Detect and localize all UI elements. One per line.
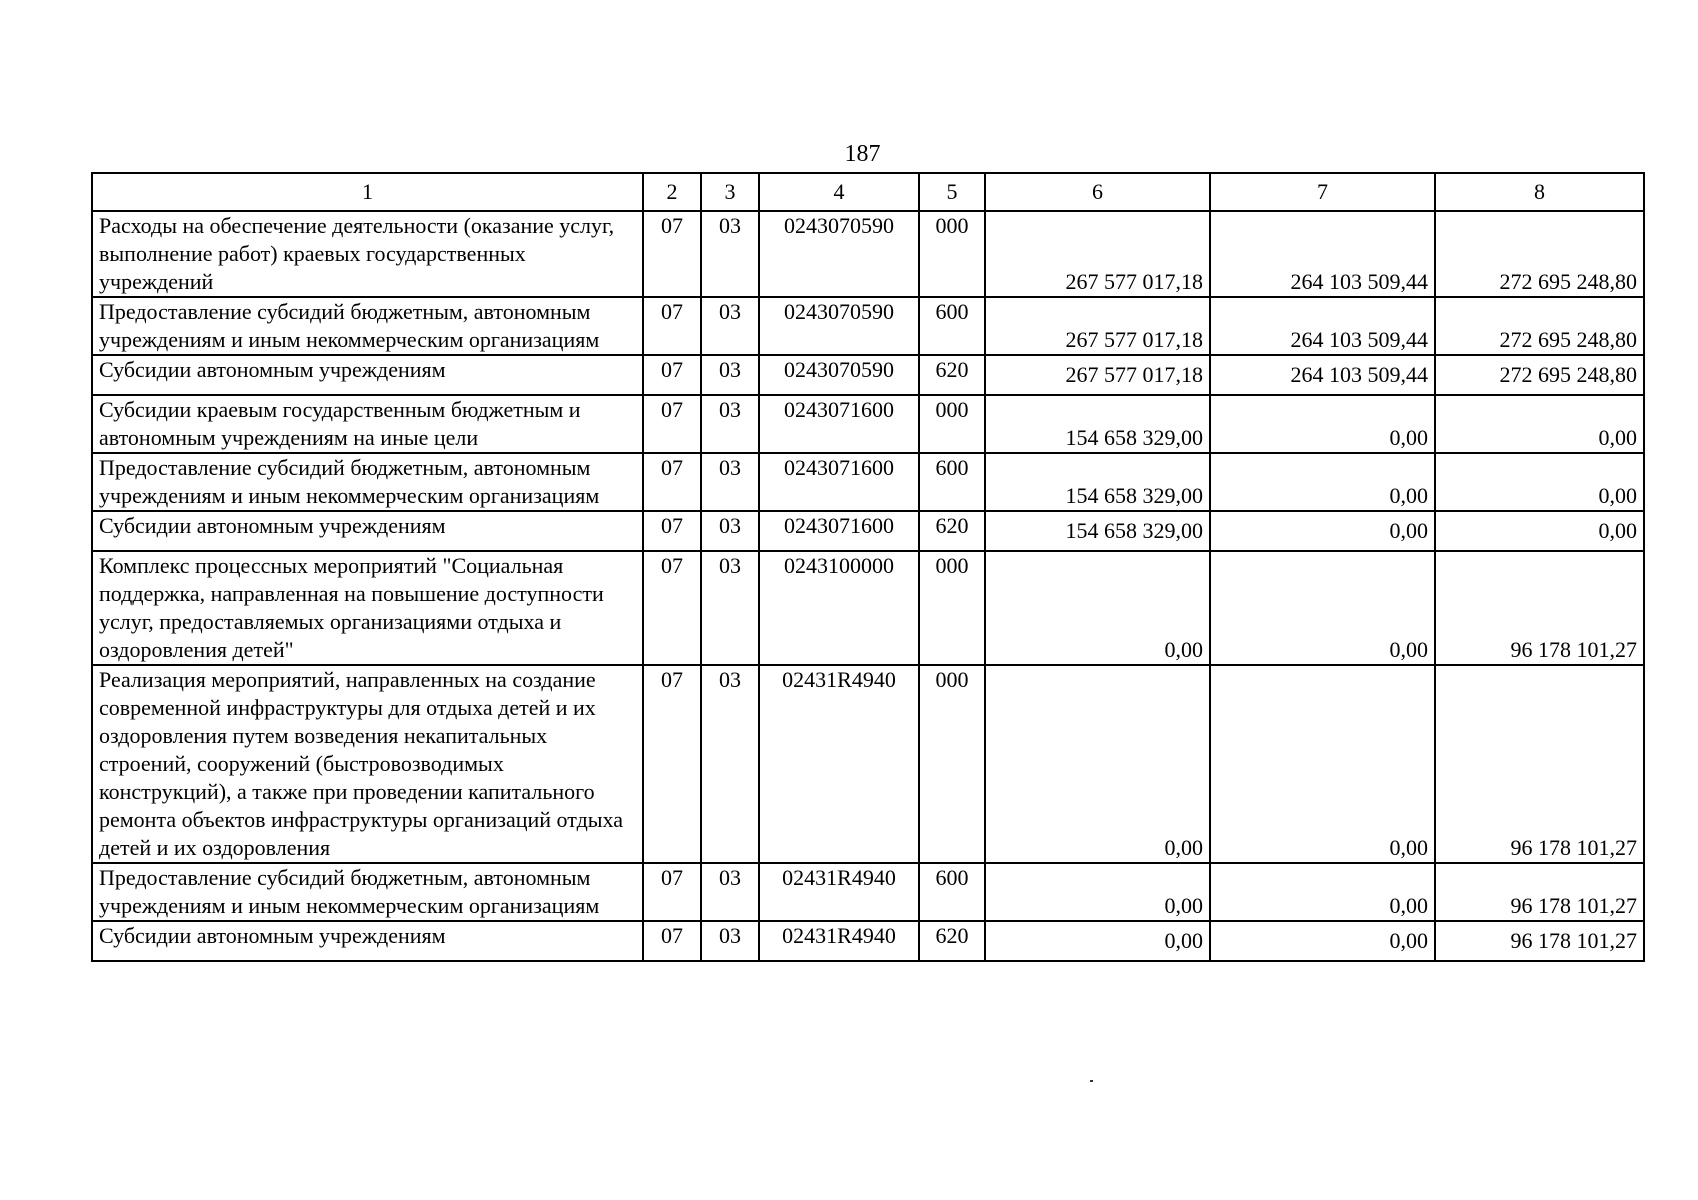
row-expense-type: 000 [919, 551, 985, 665]
header-cell-3: 3 [701, 173, 759, 211]
row-section-code: 07 [643, 921, 701, 961]
row-section-code: 07 [643, 863, 701, 921]
row-amount-8: 96 178 101,27 [1435, 863, 1644, 921]
row-section-code: 07 [643, 665, 701, 863]
row-amount-6: 267 577 017,18 [985, 355, 1210, 395]
row-amount-7: 264 103 509,44 [1210, 297, 1435, 355]
header-cell-5: 5 [919, 173, 985, 211]
table-row [92, 395, 1644, 453]
row-name: Субсидии автономным учреждениям [92, 355, 643, 395]
row-amount-8: 96 178 101,27 [1435, 921, 1644, 961]
row-amount-7: 264 103 509,44 [1210, 211, 1435, 297]
row-expense-type: 620 [919, 355, 985, 395]
row-amount-7: 264 103 509,44 [1210, 355, 1435, 395]
row-amount-8: 96 178 101,27 [1435, 551, 1644, 665]
row-amount-6: 0,00 [985, 551, 1210, 665]
table-row [92, 921, 1644, 961]
row-target-article: 0243070590 [759, 355, 919, 395]
row-target-article: 0243071600 [759, 511, 919, 551]
row-name: Субсидии автономным учреждениям [92, 921, 643, 961]
row-name: Реализация мероприятий, направленных на создание современной инфраструктуры для отдыха детей и их оздоровления путем возведения некапитальных строений, сооружений (быстровозводимых конструкций), а также при проведении капитального ремонта объектов инфраструктуры организаций отдыха детей и их оздоровления [92, 665, 643, 863]
row-expense-type: 620 [919, 921, 985, 961]
row-amount-7: 0,00 [1210, 665, 1435, 863]
row-subsection-code: 03 [701, 297, 759, 355]
row-amount-6: 154 658 329,00 [985, 395, 1210, 453]
row-amount-8: 272 695 248,80 [1435, 211, 1644, 297]
table-row [92, 863, 1644, 921]
row-amount-7: 0,00 [1210, 511, 1435, 551]
row-amount-7: 0,00 [1210, 453, 1435, 511]
row-expense-type: 600 [919, 863, 985, 921]
row-amount-8: 272 695 248,80 [1435, 297, 1644, 355]
table-row [92, 453, 1644, 511]
row-subsection-code: 03 [701, 453, 759, 511]
header-cell-7: 7 [1210, 173, 1435, 211]
scan-speck [1090, 1080, 1093, 1082]
row-amount-8: 0,00 [1435, 395, 1644, 453]
row-subsection-code: 03 [701, 511, 759, 551]
row-name: Предоставление субсидий бюджетным, автономным учреждениям и иным некоммерческим организациям [92, 297, 643, 355]
row-name: Расходы на обеспечение деятельности (оказание услуг, выполнение работ) краевых государственных учреждений [92, 211, 643, 297]
row-amount-8: 96 178 101,27 [1435, 665, 1644, 863]
row-expense-type: 600 [919, 297, 985, 355]
row-expense-type: 000 [919, 211, 985, 297]
row-amount-6: 0,00 [985, 863, 1210, 921]
row-target-article: 0243071600 [759, 395, 919, 453]
row-target-article: 0243100000 [759, 551, 919, 665]
row-target-article: 02431R4940 [759, 863, 919, 921]
budget-table [91, 172, 1645, 962]
table-row [92, 355, 1644, 395]
row-target-article: 0243071600 [759, 453, 919, 511]
row-target-article: 0243070590 [759, 297, 919, 355]
row-name: Предоставление субсидий бюджетным, автономным учреждениям и иным некоммерческим организациям [92, 863, 643, 921]
header-cell-2: 2 [643, 173, 701, 211]
row-section-code: 07 [643, 395, 701, 453]
table-row [92, 511, 1644, 551]
row-name: Комплекс процессных мероприятий "Социальная поддержка, направленная на повышение доступности услуг, предоставляемых организациями отдыха и оздоровления детей" [92, 551, 643, 665]
table-row [92, 211, 1644, 297]
row-target-article: 02431R4940 [759, 665, 919, 863]
row-target-article: 02431R4940 [759, 921, 919, 961]
row-amount-8: 272 695 248,80 [1435, 355, 1644, 395]
header-cell-8: 8 [1435, 173, 1644, 211]
row-amount-7: 0,00 [1210, 921, 1435, 961]
page-number: 187 [844, 141, 881, 167]
header-cell-4: 4 [759, 173, 919, 211]
row-expense-type: 620 [919, 511, 985, 551]
row-section-code: 07 [643, 453, 701, 511]
row-subsection-code: 03 [701, 211, 759, 297]
row-name: Предоставление субсидий бюджетным, автономным учреждениям и иным некоммерческим организациям [92, 453, 643, 511]
row-amount-6: 154 658 329,00 [985, 453, 1210, 511]
row-subsection-code: 03 [701, 551, 759, 665]
header-row [92, 173, 1644, 211]
table-row [92, 297, 1644, 355]
row-section-code: 07 [643, 297, 701, 355]
table-row [92, 551, 1644, 665]
row-section-code: 07 [643, 355, 701, 395]
row-amount-8: 0,00 [1435, 511, 1644, 551]
row-amount-6: 154 658 329,00 [985, 511, 1210, 551]
header-cell-6: 6 [985, 173, 1210, 211]
header-cell-1: 1 [92, 173, 643, 211]
row-subsection-code: 03 [701, 921, 759, 961]
row-section-code: 07 [643, 551, 701, 665]
row-expense-type: 000 [919, 665, 985, 863]
row-amount-6: 267 577 017,18 [985, 211, 1210, 297]
row-section-code: 07 [643, 211, 701, 297]
row-amount-7: 0,00 [1210, 551, 1435, 665]
row-expense-type: 600 [919, 453, 985, 511]
row-amount-6: 0,00 [985, 665, 1210, 863]
row-section-code: 07 [643, 511, 701, 551]
row-subsection-code: 03 [701, 665, 759, 863]
row-expense-type: 000 [919, 395, 985, 453]
row-subsection-code: 03 [701, 863, 759, 921]
row-amount-7: 0,00 [1210, 863, 1435, 921]
row-name: Субсидии автономным учреждениям [92, 511, 643, 551]
row-name: Субсидии краевым государственным бюджетным и автономным учреждениям на иные цели [92, 395, 643, 453]
row-amount-8: 0,00 [1435, 453, 1644, 511]
row-amount-7: 0,00 [1210, 395, 1435, 453]
table-row [92, 665, 1644, 863]
row-amount-6: 0,00 [985, 921, 1210, 961]
row-subsection-code: 03 [701, 395, 759, 453]
row-amount-6: 267 577 017,18 [985, 297, 1210, 355]
row-subsection-code: 03 [701, 355, 759, 395]
row-target-article: 0243070590 [759, 211, 919, 297]
